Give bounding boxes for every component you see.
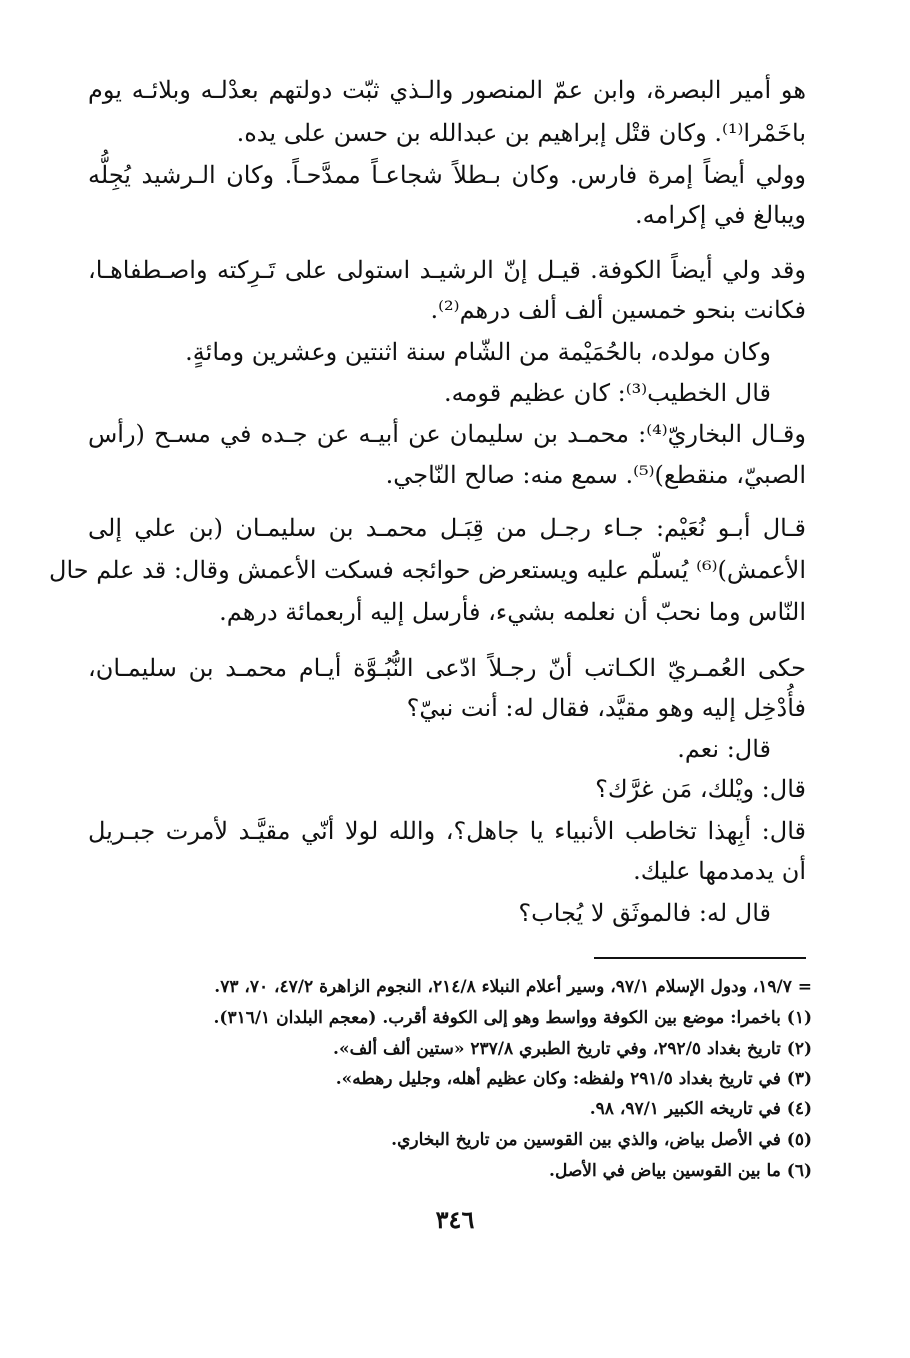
footnote: (٤) في تاريخه الكبير ٩٧/١، ٩٨.: [589, 1099, 812, 1119]
footnote-separator: [594, 957, 806, 959]
body-line: ويبالغ في إكرامه.: [635, 201, 806, 229]
body-line: باخَمْرا⁽¹⁾. وكان قتْل إبراهيم بن عبدالله بن حسن على يده.: [236, 119, 806, 147]
body-line: هو أمير البصرة، وابن عمّ المنصور والـذي ثبّت دولتهم بعدْلـه وبلائـه يوم: [88, 76, 806, 104]
body-line: النّاس وما نحبّ أن نعلمه بشيء، فأرسل إليه أربعمائة درهم.: [219, 598, 806, 626]
body-line: قال: ويْلك، مَن غرَّك؟: [595, 775, 806, 803]
body-line: الصبيّ، منقطع)⁽⁵⁾. سمع منه: صالح النّاجي.: [385, 461, 806, 489]
page-number: ٣٤٦: [435, 1205, 475, 1234]
body-line: قال الخطيب⁽³⁾: كان عظيم قومه.: [443, 379, 771, 407]
body-line: الأعمش)⁽⁶⁾ يُسلّم عليه ويستعرض حوائجه فسكت الأعمش وقال: قد علم حال: [49, 556, 806, 584]
body-line: قال: أبِهذا تخاطب الأنبياء يا جاهل؟، والله لولا أنّي مقيَّـد لأمرت جبـريل: [88, 817, 806, 845]
footnote: (٢) تاريخ بغداد ٢٩٢/٥، وفي تاريخ الطبري ٢٣٧/٨ «ستين ألف ألف».: [333, 1039, 812, 1059]
body-line: حكى العُمـريّ الكـاتب أنّ رجـلاً ادّعى النُّبُـوَّة أيـام محمـد بن سليمـان،: [88, 654, 806, 682]
footnote: (٦) ما بين القوسين بياض في الأصل.: [549, 1161, 812, 1181]
footnote: = ١٩/٧، ودول الإسلام ٩٧/١، وسير أعلام النبلاء ٢١٤/٨، النجوم الزاهرة ٤٧/٢، ٧٠، ٧٣.: [214, 977, 812, 997]
body-line: قال له: فالموثَق لا يُجاب؟: [518, 899, 771, 927]
body-line: وقد ولي أيضاً الكوفة. قيـل إنّ الرشيـد استولى على تَـرِكته واصـطفاهـا،: [88, 256, 806, 284]
body-line: وقـال البخاريّ⁽⁴⁾: محمـد بن سليمان عن أبيـه عن جـده في مسـح (رأس: [88, 420, 806, 448]
body-line: أن يدمدمها عليك.: [633, 857, 806, 885]
body-line: وكان مولده، بالحُمَيْمة من الشّام سنة اثنتين وعشرين ومائةٍ.: [185, 338, 771, 366]
body-line: فكانت بنحو خمسين ألف ألف درهم⁽²⁾.: [430, 296, 806, 324]
footnote: (٥) في الأصل بياض، والذي بين القوسين من تاريخ البخاري.: [391, 1130, 812, 1150]
footnote: (٣) في تاريخ بغداد ٢٩١/٥ ولفظه: وكان عظيم أهله، وجليل رهطه».: [335, 1069, 812, 1089]
body-line: قال: نعم.: [677, 735, 771, 763]
body-line: وولي أيضاً إمرة فارس. وكان بـطلاً شجاعـاً ممدَّحـاً. وكان الـرشيد يُجِلُّه: [88, 161, 806, 189]
body-line: فأُدْخِل إليه وهو مقيَّد، فقال له: أنت نبيّ؟: [406, 694, 806, 722]
footnote: (١) باخمرا: موضع بين الكوفة وواسط وهو إلى الكوفة أقرب. (معجم البلدان ٣١٦/١).: [213, 1008, 812, 1028]
body-line: قـال أبـو نُعَيْم: جـاء رجـل من قِبَـل محمـد بن سليمـان (بن علي إلى: [88, 514, 806, 542]
